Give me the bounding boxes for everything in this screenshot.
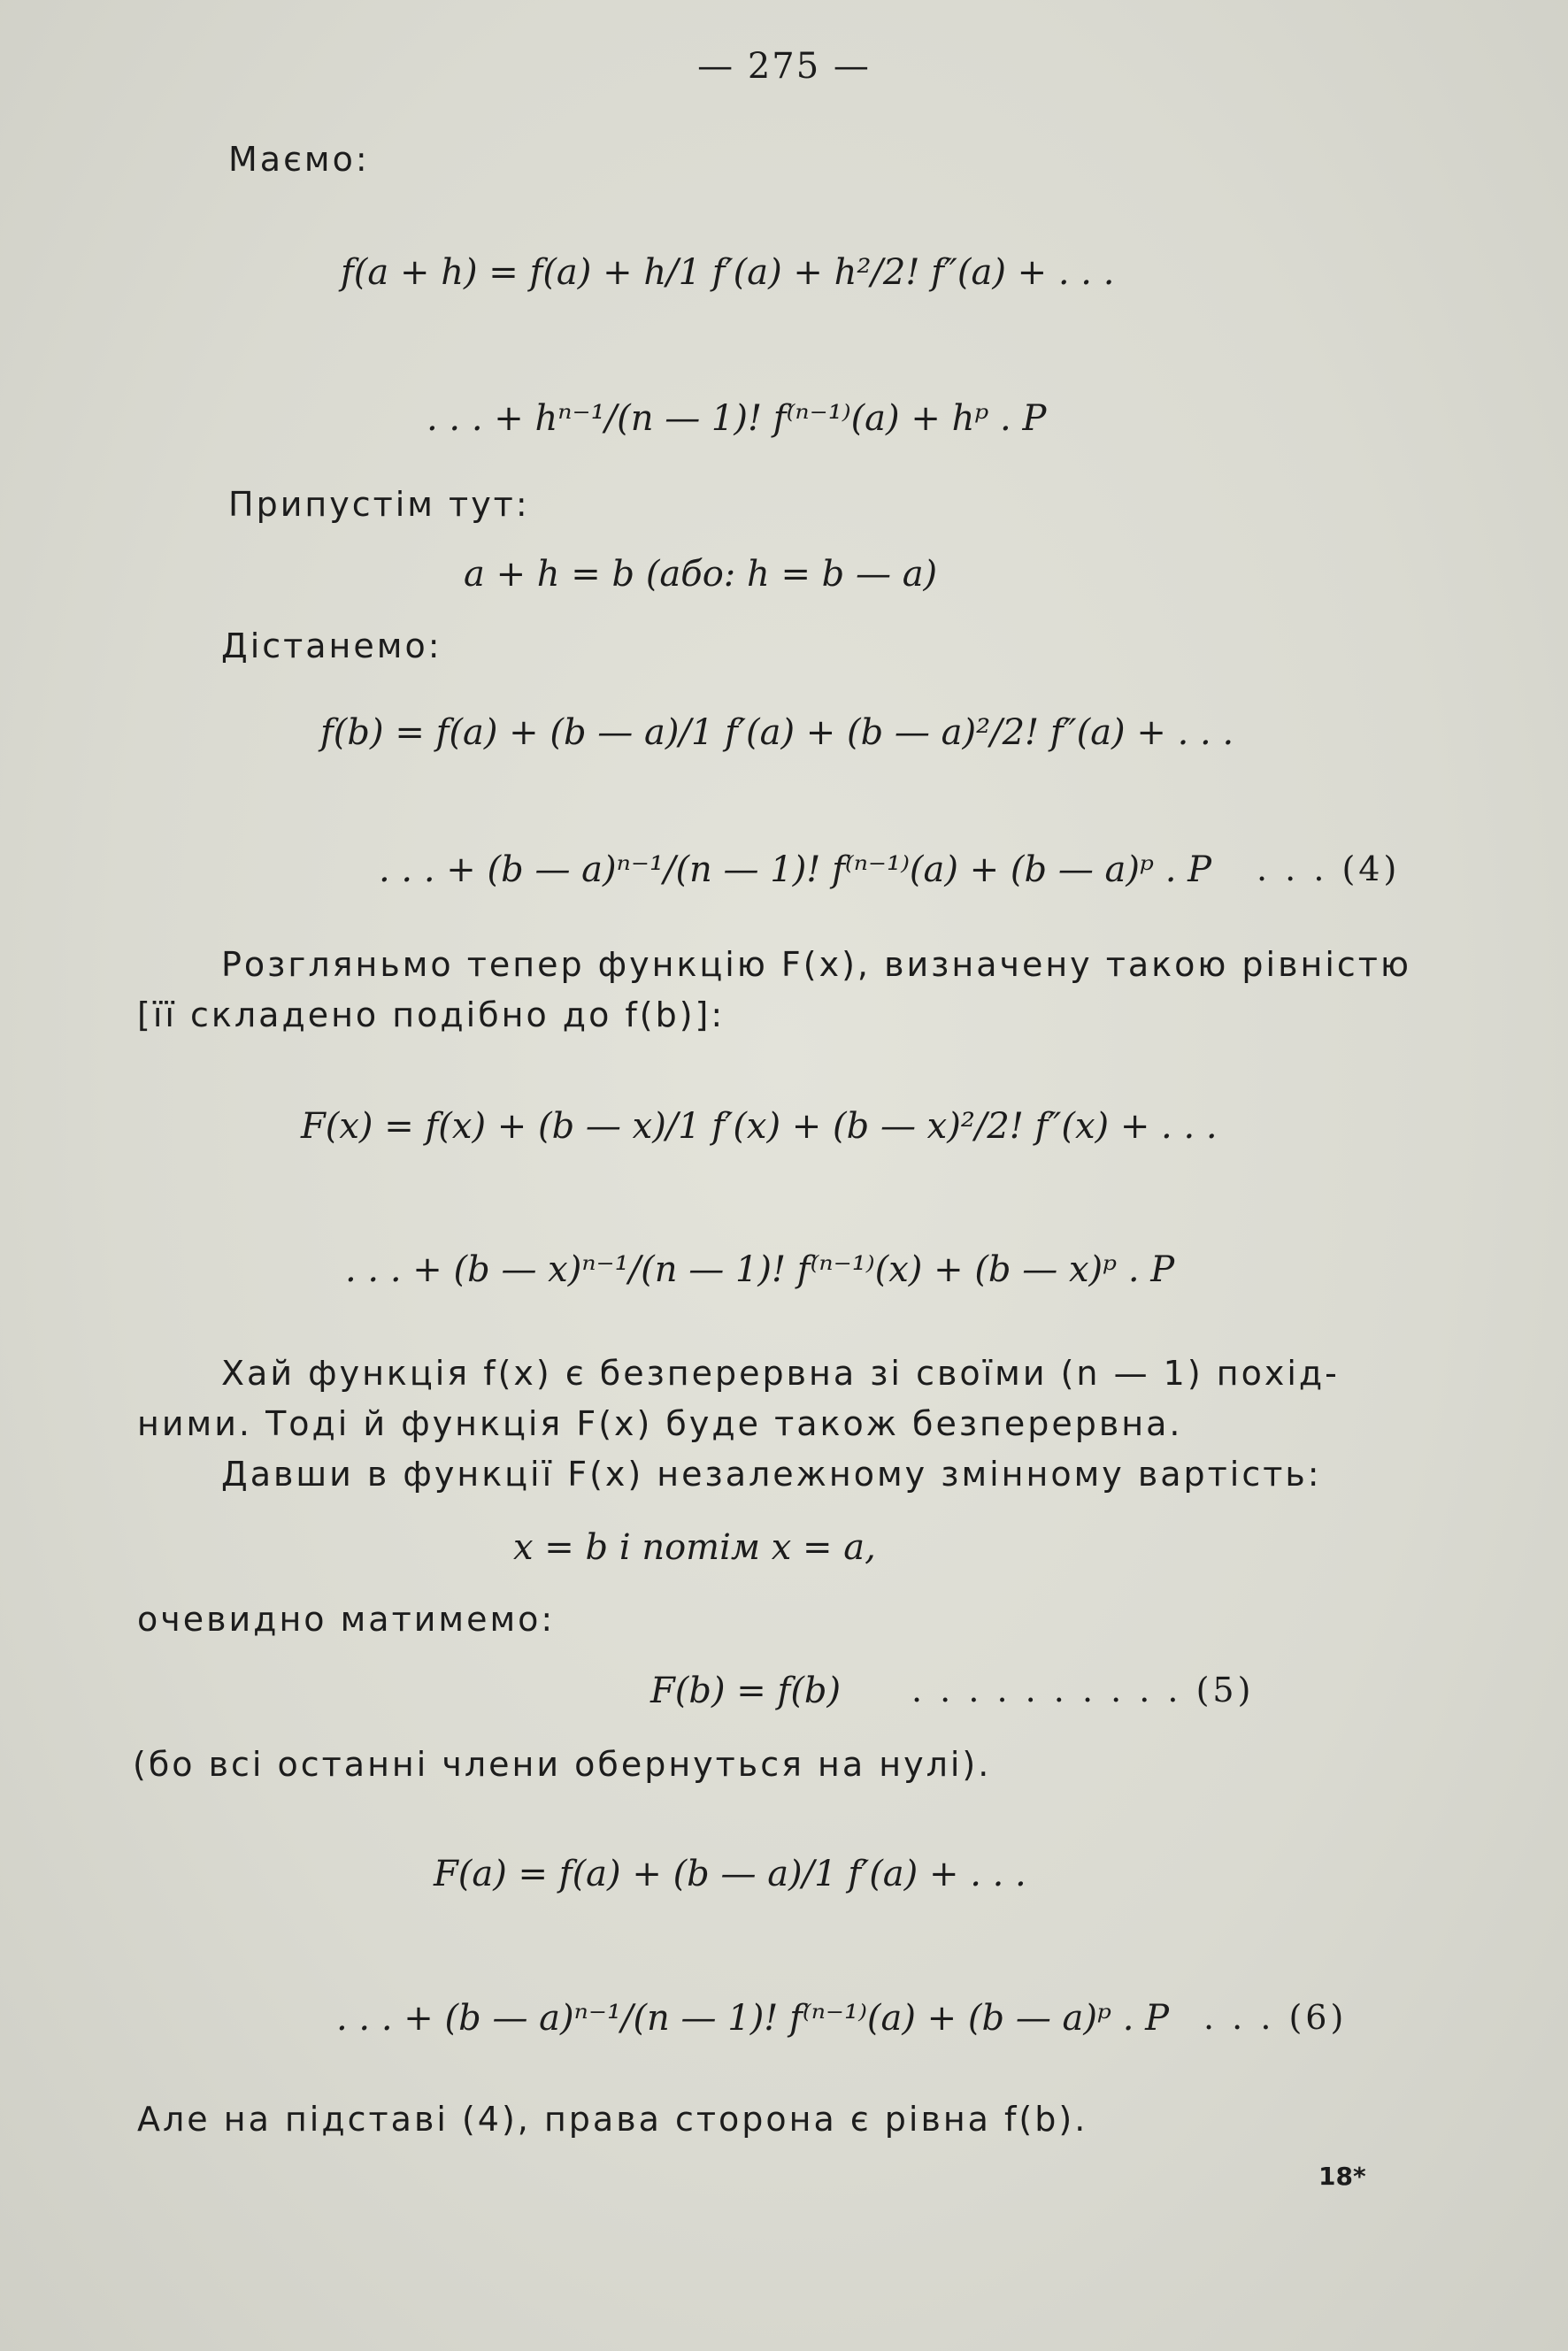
equation-number: . . . (4) xyxy=(1257,849,1401,888)
text-line: Розгляньмо тепер функцію F(x), визначену такою рівністю xyxy=(221,945,1411,984)
formula-line: . . . + (b — a)ⁿ⁻¹/(n — 1)! f⁽ⁿ⁻¹⁾(a) + (b — a)ᵖ . P xyxy=(379,849,1212,890)
formula-line: a + h = b (або: h = b — a) xyxy=(464,554,938,595)
page-number: — 275 — xyxy=(697,46,871,87)
text-line: (бо всі останні члени обернуться на нулі). xyxy=(133,1745,992,1784)
formula-line: . . . + (b — x)ⁿ⁻¹/(n — 1)! f⁽ⁿ⁻¹⁾(x) + (b — x)ᵖ . P xyxy=(345,1249,1175,1290)
equation-number: . . . . . . . . . . (5) xyxy=(911,1671,1255,1709)
signature-mark: 18* xyxy=(1318,2162,1366,2191)
text-line: очевидно матимемо: xyxy=(137,1600,556,1639)
text-line: Давши в функції F(x) незалежному змінному вартість: xyxy=(221,1455,1322,1494)
formula-line: F(b) = f(b) xyxy=(650,1671,842,1711)
text-line: Припустім тут: xyxy=(228,485,530,524)
formula-line: F(x) = f(x) + (b — x)/1 f′(x) + (b — x)²/2! f″(x) + . . . xyxy=(301,1106,1218,1147)
equation-number: . . . (6) xyxy=(1203,1998,1348,2037)
formula-line: . . . + (b — a)ⁿ⁻¹/(n — 1)! f⁽ⁿ⁻¹⁾(a) + (b — a)ᵖ . P xyxy=(336,1998,1170,2039)
text-line: [її складено подібно до f(b)]: xyxy=(137,995,726,1034)
text-line: Але на підставі (4), права сторона є рівна f(b). xyxy=(137,2100,1088,2139)
formula-line: f(b) = f(a) + (b — a)/1 f′(a) + (b — a)²/2! f″(a) + . . . xyxy=(320,712,1234,753)
formula-line: F(a) = f(a) + (b — a)/1 f′(a) + . . . xyxy=(434,1854,1026,1894)
text-line: ними. Тоді й функція F(x) буде також безперервна. xyxy=(137,1404,1183,1443)
text-line: Хай функція f(x) є безперервна зі своїми (n — 1) похід- xyxy=(221,1354,1340,1393)
formula-line: . . . + hⁿ⁻¹/(n — 1)! f⁽ⁿ⁻¹⁾(a) + hᵖ . P xyxy=(427,398,1047,439)
text-line: Маємо: xyxy=(228,140,370,179)
formula-line: x = b і потім x = a, xyxy=(513,1527,876,1568)
text-line: Дістанемо: xyxy=(221,626,442,665)
formula-line: f(a + h) = f(a) + h/1 f′(a) + h²/2! f″(a) + . . . xyxy=(341,252,1115,293)
